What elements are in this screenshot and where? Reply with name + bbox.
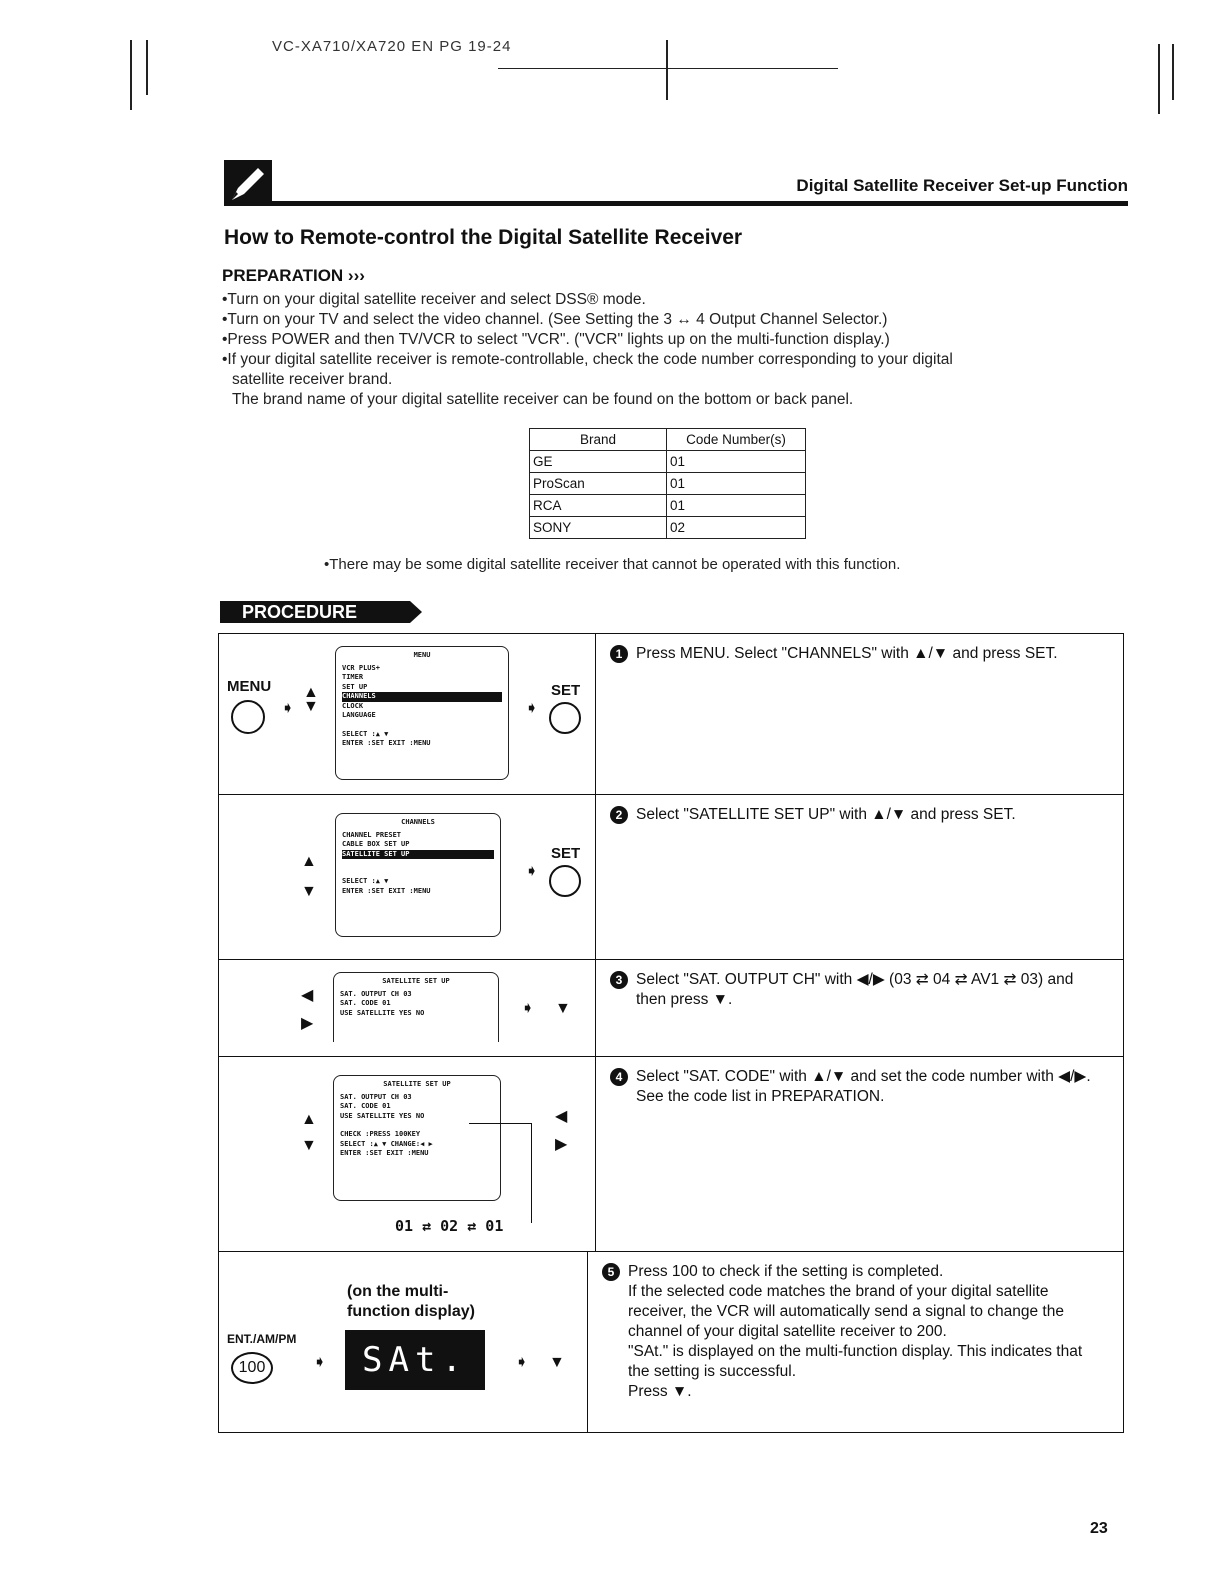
arrow-right-icon: ➧ — [525, 700, 539, 717]
prep-bullet: The brand name of your digital satellite receiver can be found on the bottom or back panel. — [232, 391, 854, 408]
osd-satellite-code-screen — [333, 1075, 501, 1201]
set-button-icon — [549, 865, 581, 897]
crop-mark — [146, 40, 148, 95]
step-number-4: 4 — [610, 1068, 628, 1086]
table-row — [530, 473, 806, 495]
up-down-arrows-icon: ▲ ▼ — [301, 1111, 317, 1154]
screen-title: SATELLITE SET UP — [383, 1080, 451, 1088]
step-text: Select "SATELLITE SET UP" with ▲/▼ and press SET. — [636, 806, 1016, 823]
screen-line: SELECT :▲ ▼ — [342, 877, 389, 885]
step-text: Press MENU. Select "CHANNELS" with ▲/▼ and press SET. — [636, 645, 1058, 662]
step-text: Press ▼. — [628, 1383, 692, 1400]
screen-line: SAT. OUTPUT CH 03 — [340, 1092, 412, 1101]
screen-title: SATELLITE SET UP — [382, 977, 450, 985]
screen-line: SAT. CODE 01 — [340, 999, 391, 1007]
procedure-label: PROCEDURE — [220, 601, 410, 623]
display-caption: (on the multi-function display) — [347, 1283, 475, 1320]
model-header: VC-XA710/XA720 EN PG 19-24 — [272, 38, 512, 55]
arrow-right-icon: ➧ — [281, 700, 295, 717]
table-cell: RCA — [530, 495, 667, 517]
callout-line — [531, 1123, 532, 1223]
table-header: Brand — [530, 429, 667, 451]
table-row — [530, 451, 806, 473]
screen-line: SELECT :▲ ▼ CHANGE:◀ ▶ — [340, 1139, 433, 1148]
step-row-5 — [219, 1252, 1123, 1432]
compatibility-note: •There may be some digital satellite receiver that cannot be operated with this function. — [324, 556, 901, 573]
screen-line: USE SATELLITE YES NO — [340, 1008, 425, 1017]
table-header-row — [530, 429, 806, 451]
table-cell: ProScan — [530, 473, 667, 495]
down-arrow-icon: ▼ — [549, 1354, 565, 1371]
osd-menu-screen — [335, 646, 509, 780]
up-down-arrows-icon: ▲ ▼ — [301, 853, 317, 900]
screen-line: LANGUAGE — [342, 711, 376, 719]
screen-line: SAT. OUTPUT CH 03 — [340, 989, 412, 998]
table-cell: 01 — [667, 473, 806, 495]
screen-line: SAT. CODE 01 — [340, 1102, 391, 1110]
code-sequence: 01 ⇄ 02 ⇄ 01 — [395, 1217, 504, 1235]
table-row — [530, 517, 806, 539]
screen-line: CLOCK — [342, 701, 364, 710]
crop-mark — [1172, 44, 1174, 100]
crop-mark — [130, 40, 132, 110]
preparation-heading: PREPARATION ››› — [222, 266, 365, 285]
screen-line: USE SATELLITE YES NO — [340, 1111, 425, 1120]
screen-line: CHANNEL PRESET — [342, 830, 402, 839]
prep-bullet: •If your digital satellite receiver is remote-controllable, check the code number corresponding to your digital — [222, 351, 953, 368]
step-row-4 — [219, 1057, 1123, 1252]
osd-satellite-setup-screen — [333, 972, 499, 1042]
screen-line-highlight: CHANNELS — [342, 692, 502, 702]
table-cell: GE — [530, 451, 667, 473]
screen-line: CABLE BOX SET UP — [342, 840, 410, 848]
crop-mark — [1158, 44, 1160, 114]
step-number-2: 2 — [610, 806, 628, 824]
down-arrow-icon: ▼ — [555, 1000, 571, 1017]
pen-icon — [224, 160, 272, 206]
table-cell: 01 — [667, 495, 806, 517]
screen-line: CHECK :PRESS 100KEY — [340, 1130, 421, 1138]
callout-line — [469, 1123, 531, 1124]
arrow-right-icon: ➧ — [515, 1354, 529, 1371]
set-label: SET — [551, 845, 581, 862]
screen-line-highlight: SATELLITE SET UP — [342, 850, 494, 860]
step-row-2 — [219, 795, 1123, 960]
multifunction-display: SAt. — [345, 1330, 485, 1390]
crop-mark — [666, 40, 668, 100]
prep-bullet: •Turn on your TV and select the video channel. (See Setting the 3 ↔ 4 Output Channel Selector.) — [222, 311, 888, 328]
set-button-icon — [549, 702, 581, 734]
section-title: Digital Satellite Receiver Set-up Function — [796, 176, 1128, 195]
table-cell: 01 — [667, 451, 806, 473]
screen-title: CHANNELS — [401, 818, 435, 826]
step-number-3: 3 — [610, 971, 628, 989]
preparation-list — [222, 290, 1132, 410]
divider — [272, 201, 1128, 206]
step-text: Press 100 to check if the setting is completed. — [628, 1263, 944, 1280]
screen-line: ENTER :SET EXIT :MENU — [342, 739, 431, 747]
step-text: "SAt." is displayed on the multi-function display. This indicates that the setting is successful. — [628, 1343, 1083, 1380]
step-text: See the code list in PREPARATION. — [636, 1088, 885, 1105]
screen-line: ENTER :SET EXIT :MENU — [342, 886, 431, 895]
menu-button-icon — [231, 700, 265, 734]
step-row-1 — [219, 634, 1123, 795]
screen-line — [342, 721, 502, 730]
left-right-arrows-icon: ◀ ▶ — [555, 1108, 568, 1153]
step-row-3 — [219, 960, 1123, 1057]
table-row — [530, 495, 806, 517]
step-text: Select "SAT. OUTPUT CH" with ◀/▶ (03 ⇄ 04 ⇄ AV1 ⇄ 03) and then press ▼. — [636, 971, 1074, 1008]
table-cell: SONY — [530, 517, 667, 539]
arrow-right-icon: ➧ — [521, 1000, 535, 1017]
osd-channels-screen — [335, 813, 501, 937]
table-header: Code Number(s) — [667, 429, 806, 451]
step-text: If the selected code matches the brand of your digital satellite receiver, the VCR will automatically send a signal to change the channel of your digital satellite receiver to 200. — [628, 1283, 1064, 1340]
arrow-right-icon: ➧ — [313, 1354, 327, 1371]
screen-line — [342, 859, 494, 868]
screen-line — [342, 868, 494, 877]
brand-code-table — [529, 428, 806, 539]
up-down-arrows-icon: ▲ ▼ — [303, 684, 319, 715]
arrow-right-icon: ➧ — [525, 863, 539, 880]
step-number-5: 5 — [602, 1263, 620, 1281]
left-right-arrows-icon: ◀ ▶ — [301, 987, 314, 1032]
screen-line: ENTER :SET EXIT :MENU — [340, 1149, 429, 1157]
prep-bullet: •Press POWER and then TV/VCR to select "VCR". ("VCR" lights up on the multi-function display.) — [222, 331, 890, 348]
screen-line: VCR PLUS+ — [342, 663, 380, 672]
page-number: 23 — [1090, 1520, 1108, 1537]
procedure-arrow-icon — [410, 601, 422, 623]
prep-bullet: •Turn on your digital satellite receiver and select DSS® mode. — [222, 291, 646, 308]
screen-title: MENU — [413, 651, 431, 659]
procedure-steps — [218, 633, 1124, 1433]
screen-line: TIMER — [342, 673, 364, 681]
menu-label: MENU — [227, 678, 272, 695]
button-100-icon: 100 — [231, 1352, 273, 1384]
crop-mark — [498, 68, 838, 69]
table-cell: 02 — [667, 517, 806, 539]
prep-bullet: satellite receiver brand. — [232, 371, 393, 388]
screen-line: SET UP — [342, 682, 368, 691]
step-text: Select "SAT. CODE" with ▲/▼ and set the code number with ◀/▶. — [636, 1068, 1091, 1085]
page-title: How to Remote-control the Digital Satellite Receiver — [224, 226, 743, 249]
set-label: SET — [551, 682, 581, 699]
ent-am-pm-label: ENT./AM/PM — [227, 1332, 297, 1346]
step-number-1: 1 — [610, 645, 628, 663]
screen-line: SELECT :▲ ▼ — [342, 729, 389, 738]
